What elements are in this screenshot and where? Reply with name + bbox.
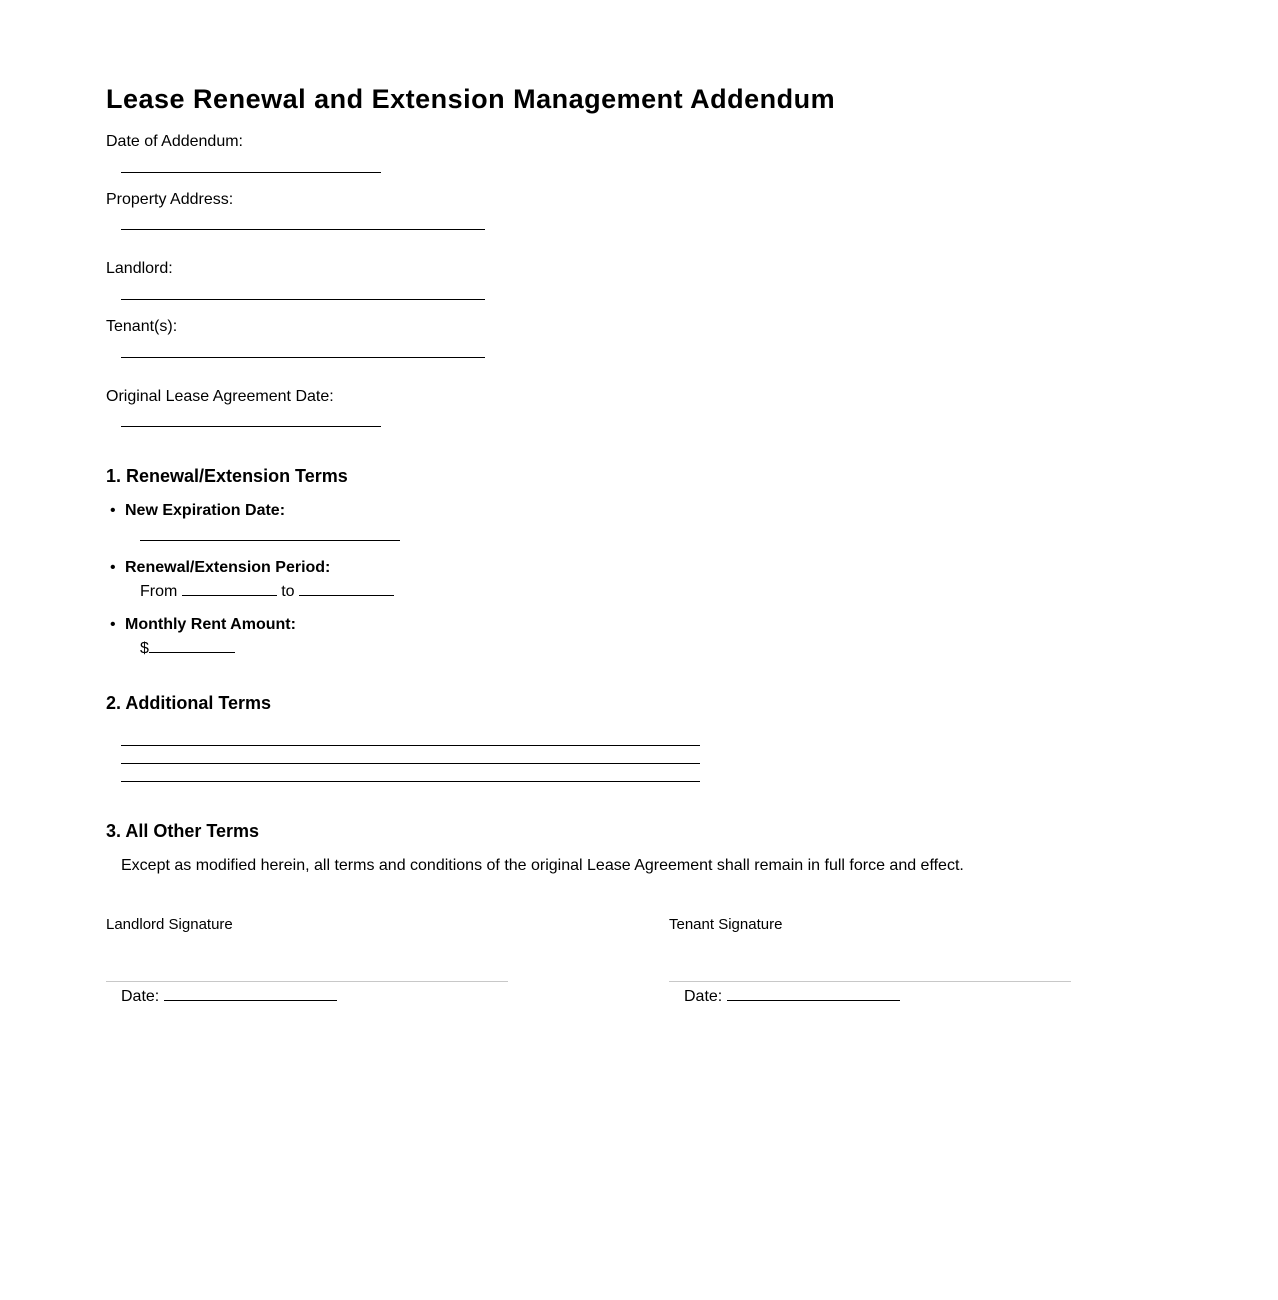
page-title: Lease Renewal and Extension Management Addendum	[106, 84, 836, 114]
tenant-date-field[interactable]	[727, 986, 900, 1001]
monthly-rent-field[interactable]	[149, 638, 235, 653]
new-expiration-date-label: New Expiration Date:	[125, 502, 286, 519]
currency-symbol: $	[140, 640, 149, 657]
tenants-label: Tenant(s):	[106, 318, 178, 335]
renewal-period-label: Renewal/Extension Period:	[125, 559, 331, 576]
date-of-addendum-field[interactable]	[121, 172, 381, 173]
landlord-signature-label: Landlord Signature	[106, 916, 233, 933]
landlord-date-row	[121, 986, 337, 1006]
period-to-field[interactable]	[299, 581, 394, 596]
tenants-field[interactable]	[121, 357, 485, 358]
original-lease-date-label: Original Lease Agreement Date:	[106, 388, 334, 405]
additional-terms-line-2[interactable]	[121, 763, 700, 764]
bullet-icon: •	[110, 616, 116, 633]
original-lease-date-field[interactable]	[121, 426, 381, 427]
additional-terms-line-1[interactable]	[121, 745, 700, 746]
monthly-rent-label: Monthly Rent Amount:	[125, 616, 296, 633]
period-from-field[interactable]	[182, 581, 277, 596]
new-expiration-date-field[interactable]	[140, 540, 400, 541]
bullet-icon: •	[110, 559, 116, 576]
property-address-field[interactable]	[121, 229, 485, 230]
section-3-heading: 3. All Other Terms	[106, 821, 260, 841]
monthly-rent-row	[140, 638, 235, 658]
section-2-heading: 2. Additional Terms	[106, 693, 272, 713]
section-1-heading: 1. Renewal/Extension Terms	[106, 466, 348, 486]
additional-terms-line-3[interactable]	[121, 781, 700, 782]
to-label: to	[281, 583, 295, 600]
landlord-field[interactable]	[121, 299, 485, 300]
tenant-date-label: Date:	[684, 988, 723, 1005]
landlord-date-field[interactable]	[164, 986, 337, 1001]
bullet-icon: •	[110, 502, 116, 519]
property-address-label: Property Address:	[106, 191, 234, 208]
landlord-date-label: Date:	[121, 988, 160, 1005]
landlord-signature-line[interactable]	[106, 981, 508, 982]
landlord-label: Landlord:	[106, 260, 173, 277]
from-label: From	[140, 583, 178, 600]
tenant-signature-line[interactable]	[669, 981, 1071, 982]
tenant-date-row	[684, 986, 900, 1006]
renewal-period-row	[140, 581, 394, 601]
section-3-text: Except as modified herein, all terms and conditions of the original Lease Agreement shall remain in full force and effect.	[121, 857, 964, 874]
tenant-signature-label: Tenant Signature	[669, 916, 783, 933]
date-of-addendum-label: Date of Addendum:	[106, 133, 243, 150]
